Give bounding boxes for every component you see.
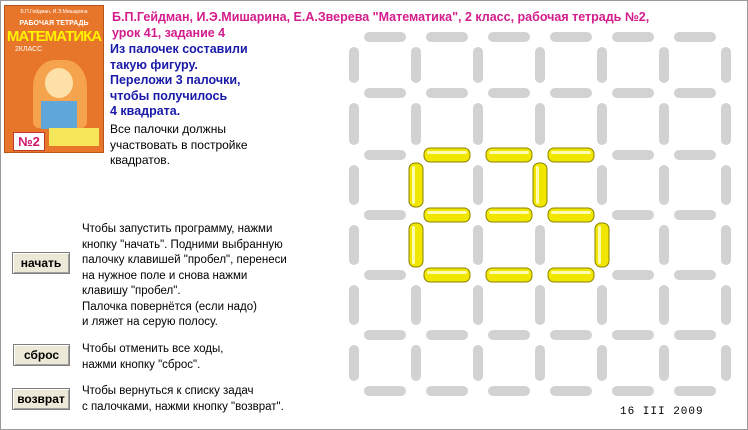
grid-slot-vertical (473, 103, 483, 145)
grid-slot-vertical (597, 345, 607, 381)
task-line: Из палочек составили (110, 42, 248, 56)
start-instructions: Чтобы запустить программу, нажми кнопку "начать". Подними выбранную палочку клавишей "пробел", перенеси на нужное поле и снова нажми клавишу "пробел". Палочка повернётся (если надо) и ляжет на серую полосу. (82, 223, 287, 328)
grid-slot-horizontal (364, 330, 406, 340)
grid-slot-horizontal (488, 88, 530, 98)
grid-slot-vertical (597, 103, 607, 145)
board-slots (349, 32, 731, 396)
grid-slot-vertical (535, 103, 545, 145)
reset-button[interactable]: сброс (13, 344, 70, 366)
grid-slot-horizontal (364, 270, 406, 280)
task-note-line: участвовать в постройке (110, 137, 248, 152)
matchstick-horizontal[interactable] (486, 268, 532, 282)
grid-slot-vertical (659, 345, 669, 381)
task-note-line: квадратов. (110, 153, 170, 167)
grid-slot-vertical (411, 103, 421, 145)
grid-slot-horizontal (612, 270, 654, 280)
title-line-1: Б.П.Гейдман, И.Э.Мишарина, Е.А.Зверева "Математика", 2 класс, рабочая тетрадь №2, (112, 10, 650, 24)
grid-slot-vertical (349, 285, 359, 325)
grid-slot-horizontal (674, 270, 716, 280)
grid-slot-vertical (535, 47, 545, 83)
task-line: чтобы получилось (110, 88, 228, 103)
grid-slot-vertical (597, 285, 607, 325)
grid-slot-horizontal (364, 32, 406, 42)
grid-slot-vertical (473, 165, 483, 205)
grid-slot-horizontal (364, 150, 406, 160)
grid-slot-vertical (659, 225, 669, 265)
task-line: Переложи 3 палочки, (110, 73, 241, 87)
grid-slot-horizontal (364, 88, 406, 98)
grid-slot-horizontal (612, 150, 654, 160)
matchstick-highlight (427, 211, 467, 214)
book-grade: 2КЛАСС (15, 46, 43, 53)
back-button[interactable]: возврат (12, 388, 70, 410)
task-line: такую фигуру. (110, 57, 198, 72)
grid-slot-vertical (721, 285, 731, 325)
grid-slot-horizontal (550, 88, 592, 98)
task-line: 4 квадрата. (110, 104, 181, 118)
grid-slot-horizontal (674, 386, 716, 396)
grid-slot-vertical (473, 345, 483, 381)
grid-slot-vertical (349, 47, 359, 83)
grid-slot-horizontal (674, 88, 716, 98)
matchstick-highlight (551, 211, 591, 214)
matchstick-highlight (551, 271, 591, 274)
grid-slot-horizontal (612, 210, 654, 220)
start-button[interactable]: начать (12, 252, 70, 274)
grid-slot-horizontal (488, 386, 530, 396)
grid-slot-vertical (349, 345, 359, 381)
grid-slot-horizontal (426, 386, 468, 396)
grid-slot-vertical (411, 345, 421, 381)
grid-slot-horizontal (426, 88, 468, 98)
grid-slot-horizontal (488, 330, 530, 340)
task-note-line: Все палочки должны (110, 122, 226, 136)
grid-slot-vertical (659, 103, 669, 145)
grid-slot-vertical (535, 225, 545, 265)
grid-slot-vertical (721, 165, 731, 205)
grid-slot-vertical (349, 225, 359, 265)
matchstick-horizontal[interactable] (424, 148, 470, 162)
grid-slot-vertical (535, 285, 545, 325)
matchstick-highlight (412, 166, 415, 204)
book-authors: Б.П.Гейдман, И.Э.Мишарина (20, 9, 88, 15)
matchstick-highlight (427, 271, 467, 274)
date-label: 16 III 2009 (620, 406, 704, 418)
grid-slot-horizontal (364, 210, 406, 220)
reset-instructions: Чтобы отменить все ходы, нажми кнопку "сброс". (82, 343, 224, 371)
matchstick-vertical[interactable] (409, 163, 423, 207)
grid-slot-horizontal (550, 386, 592, 396)
matchstick-highlight (427, 151, 467, 154)
grid-slot-horizontal (364, 386, 406, 396)
matchstick-horizontal[interactable] (548, 208, 594, 222)
grid-slot-vertical (659, 47, 669, 83)
grid-slot-vertical (721, 103, 731, 145)
matchstick-horizontal[interactable] (486, 148, 532, 162)
grid-slot-vertical (473, 225, 483, 265)
grid-slot-vertical (473, 47, 483, 83)
grid-slot-vertical (411, 47, 421, 83)
grid-slot-vertical (659, 285, 669, 325)
grid-slot-vertical (349, 165, 359, 205)
matchstick-vertical[interactable] (595, 223, 609, 267)
grid-slot-horizontal (426, 32, 468, 42)
grid-slot-horizontal (612, 32, 654, 42)
matchstick-highlight (489, 211, 529, 214)
grid-slot-vertical (721, 345, 731, 381)
matchstick-horizontal[interactable] (548, 148, 594, 162)
grid-slot-vertical (721, 225, 731, 265)
book-kind: РАБОЧАЯ ТЕТРАДЬ (19, 20, 89, 27)
board-sticks[interactable] (409, 148, 609, 282)
grid-slot-vertical (535, 345, 545, 381)
grid-slot-horizontal (550, 330, 592, 340)
matchstick-highlight (598, 226, 601, 264)
matchstick-vertical[interactable] (409, 223, 423, 267)
matchstick-highlight (551, 151, 591, 154)
matchstick-vertical[interactable] (533, 163, 547, 207)
grid-slot-vertical (411, 285, 421, 325)
grid-slot-horizontal (426, 330, 468, 340)
grid-slot-horizontal (612, 88, 654, 98)
matchstick-horizontal[interactable] (424, 268, 470, 282)
book-title: МАТЕМАТИКА (6, 28, 102, 45)
grid-slot-horizontal (674, 330, 716, 340)
back-instructions: Чтобы вернуться к списку задач с палочками, нажми кнопку "возврат". (82, 385, 284, 413)
grid-slot-horizontal (550, 32, 592, 42)
grid-slot-vertical (473, 285, 483, 325)
matchstick-horizontal[interactable] (486, 208, 532, 222)
matchstick-highlight (412, 226, 415, 264)
book-number: №2 (13, 132, 45, 151)
grid-slot-vertical (597, 165, 607, 205)
grid-slot-horizontal (674, 150, 716, 160)
grid-slot-horizontal (674, 210, 716, 220)
grid-slot-horizontal (612, 330, 654, 340)
grid-slot-horizontal (674, 32, 716, 42)
matchstick-highlight (489, 151, 529, 154)
grid-slot-horizontal (612, 386, 654, 396)
matchstick-horizontal[interactable] (424, 208, 470, 222)
matchstick-horizontal[interactable] (548, 268, 594, 282)
grid-slot-vertical (597, 47, 607, 83)
grid-slot-horizontal (488, 32, 530, 42)
matchstick-highlight (536, 166, 539, 204)
title-line-2: урок 41, задание 4 (112, 26, 226, 40)
grid-slot-vertical (721, 47, 731, 83)
matchstick-highlight (489, 271, 529, 274)
grid-slot-vertical (659, 165, 669, 205)
grid-slot-vertical (349, 103, 359, 145)
